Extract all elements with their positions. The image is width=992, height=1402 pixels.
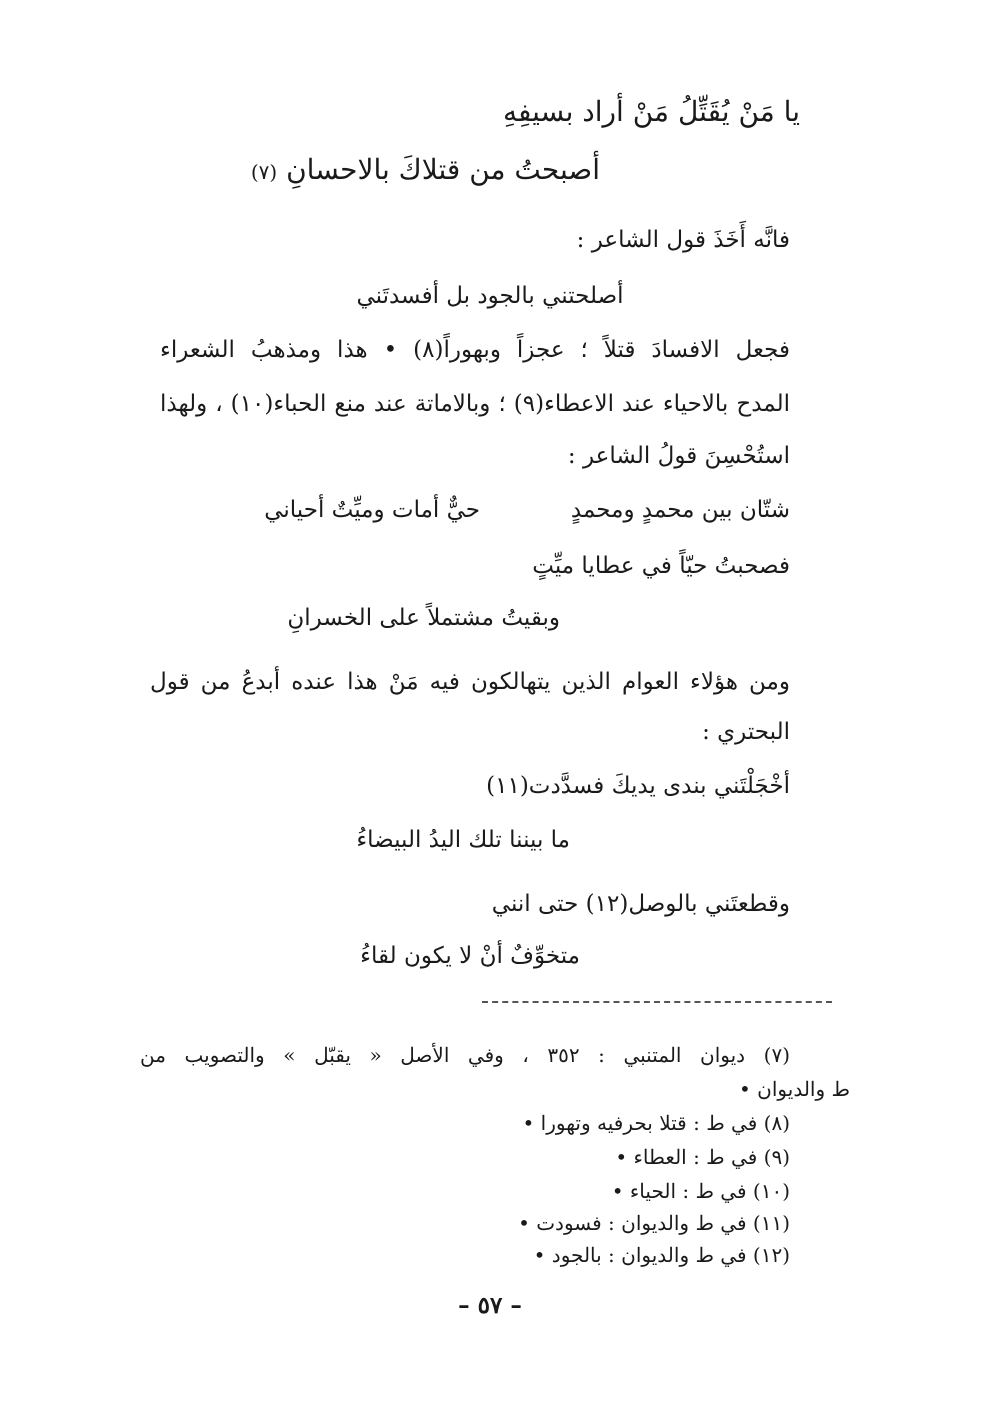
poem1-line2-text: أصبحتُ من قتلاكَ بالاحسانِ	[286, 153, 600, 186]
poem2-line1-hemistich2: حيٌّ أمات وميِّتٌ أحياني	[264, 497, 480, 523]
paragraph2-line1: ومن هؤلاء العوام الذين يتهالكون فيه مَنْ هذا عنده أبدعُ من قول	[150, 669, 790, 695]
poem3-line4: متخوِّفٌ أنْ لا يكون لقاءُ	[360, 943, 580, 969]
footnote-ref-7: (٧)	[250, 160, 278, 184]
poem1-line2	[160, 152, 600, 188]
page-number: – ٥٧ –	[458, 1292, 522, 1319]
poem3-line1: أخْجَلْتَني بندى يديكَ فسدَّدت(١١)	[486, 773, 790, 799]
footnote-7-line2: ط والديوان •	[739, 1077, 850, 1101]
footnote-10: (١٠) في ط : الحياء •	[611, 1179, 790, 1203]
intro-line: فانَّه أَخَذَ قول الشاعر :	[576, 227, 790, 253]
footnote-11: (١١) في ط والديوان : فسودت •	[518, 1211, 790, 1235]
poem2-line2: فصحبتُ حيّاً في عطايا ميِّتٍ	[532, 553, 790, 579]
footnote-9: (٩) في ط : العطاء •	[615, 1145, 790, 1169]
paragraph2-line2: البحتري :	[702, 719, 790, 745]
footnote-divider	[482, 1001, 832, 1003]
quote-line: أصلحتني بالجود بل أفسدتَني	[356, 283, 624, 309]
poem3-line2: ما بيننا تلك اليدُ البيضاءُ	[356, 827, 570, 853]
paragraph1-line2: المدح بالاحياء عند الاعطاء(٩) ؛ وبالاماتة عند منع الحباء(١٠) ، ولهذا	[160, 391, 790, 417]
poem2-line1-hemistich1: شتّان بين محمدٍ ومحمدٍ	[570, 497, 790, 523]
poem3-line3: وقطعتَني بالوصل(١٢) حتى انني	[491, 891, 790, 917]
footnote-12: (١٢) في ط والديوان : بالجود •	[533, 1243, 790, 1267]
paragraph1-line1: فجعل الافسادَ قتلاً ؛ عجزاً وبهوراً(٨) • هذا ومذهبُ الشعراء	[160, 337, 790, 363]
footnote-8: (٨) في ط : قتلا بحرفيه وتهورا •	[522, 1111, 790, 1135]
poem2-line3: وبقيتُ مشتملاً على الخسرانِ	[287, 605, 560, 631]
paragraph1-line3: استُحْسِنَ قولُ الشاعر :	[567, 443, 790, 469]
poem1-line1: يا مَنْ يُقَتِّلُ مَنْ أراد بسيفِهِ	[502, 95, 800, 128]
footnote-7-line1: (٧) ديوان المتنبي : ٣٥٢ ، وفي الأصل « يقبّل » والتصويب من	[140, 1043, 790, 1067]
